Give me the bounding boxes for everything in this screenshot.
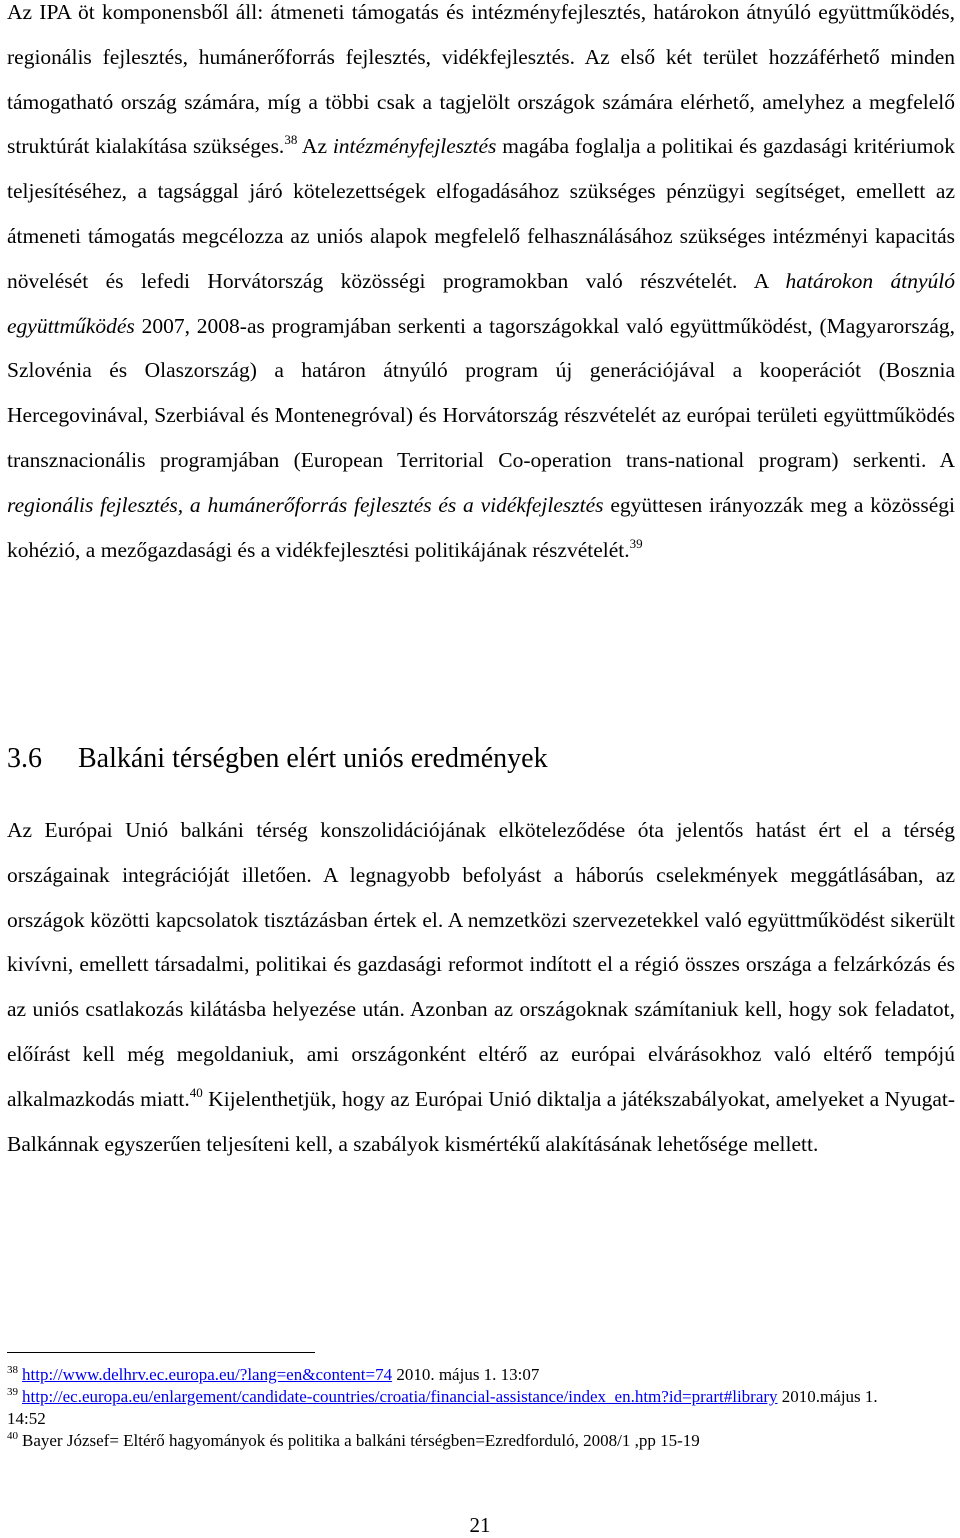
- body-paragraph-eu-results: [7, 808, 955, 1166]
- footnote-text: Bayer József= Eltérő hagyományok és politika a balkáni térségben=Ezredforduló, 2008/1 ,pp 15-19: [22, 1431, 700, 1450]
- footnote-reference-38[interactable]: 38: [284, 132, 298, 148]
- paragraph-text: Az: [297, 134, 333, 159]
- footnote-reference-39[interactable]: 39: [629, 535, 643, 551]
- footnotes: [7, 1364, 907, 1452]
- footnote-separator: [7, 1352, 315, 1353]
- footnote-number: 38: [7, 1364, 18, 1376]
- footnote-38: [7, 1364, 907, 1386]
- footnote-40: [7, 1430, 907, 1452]
- footnote-text: 2010. május 1. 13:07: [392, 1365, 540, 1384]
- paragraph-text: együttesen irányozzák meg a közösségi kohézió, a mezőgazdasági és a vidékfejlesztési politikájának részvételét.: [7, 492, 955, 562]
- paragraph-text: magába foglalja a politikai és gazdasági kritériumok teljesítéséhez, a tagsággal járó kötelezettségek elfogadásához szükséges pénzügyi segítséget, emellett az átmeneti támogatás megcélozza az uniós alapok megfelelő felhasználásához szükséges intézményi kapacitás növelését és lefedi Horvátország közösségi programokban való részvételét. A: [7, 134, 955, 293]
- page-number: 21: [469, 1513, 491, 1537]
- footnote-link[interactable]: http://ec.europa.eu/enlargement/candidate-countries/croatia/financial-assistance/index_en.htm?id=prart#library: [22, 1387, 778, 1406]
- paragraph-text: Az Európai Unió balkáni térség konszolidációjának elköteleződése óta jelentős hatást ért el a térség országainak integrációját illetően. A legnagyobb befolyást a háborús cselekmények meggátlásában, az országok közötti kapcsolatok tisztázásban értek el. A nemzetközi szervezetekkel való együttműködést sikerült kivívni, emellett társadalmi, politikai és gazdasági reformot indított el a régió összes országa a felzárkózás és az uniós csatlakozás kilátásba helyezése után. Azonban az országoknak számítaniuk kell, hogy sok feladatot, előírást kell még megoldaniuk, ami országonként eltérő az európai elvárásokhoz való eltérő tempójú alkalmazkodás miatt.: [7, 818, 955, 1111]
- footnote-number: 40: [7, 1430, 18, 1442]
- italic-term: regionális fejlesztés, a humánerőforrás fejlesztés és a vidékfejlesztés: [7, 492, 604, 517]
- footnote-39: [7, 1386, 907, 1430]
- italic-term: intézményfejlesztés: [332, 134, 497, 159]
- italic-term: határokon átnyúló együttműködés: [7, 268, 956, 338]
- footnote-number: 39: [7, 1386, 18, 1398]
- footnote-link[interactable]: http://www.delhrv.ec.europa.eu/?lang=en&content=74: [22, 1365, 393, 1384]
- section-heading: [7, 737, 548, 781]
- paragraph-text: Az IPA öt komponensből áll: átmeneti támogatás és intézményfejlesztés, határokon átnyúló együttműködés, regionális fejlesztés, humánerőforrás fejlesztés, vidékfejlesztés. Az első két terület hozzáférhető minden támogatható ország számára, míg a többi csak a tagjelölt országok számára elérhető, amelyhez a megfelelő struktúrát kialakítása szükséges.: [7, 0, 955, 159]
- section-number: 3.6: [7, 743, 42, 774]
- footnote-text: 2010.május 1. 14:52: [7, 1387, 878, 1428]
- section-title: Balkáni térségben elért uniós eredmények: [78, 743, 548, 774]
- footnote-reference-40[interactable]: 40: [189, 1084, 203, 1100]
- paragraph-text: 2007, 2008-as programjában serkenti a tagországokkal való együttműködést, (Magyarország, Szlovénia és Olaszország) a határon átnyúló program új generációjával a kooperációt (Bosznia Hercegovinával, Szerbiával és Montenegróval) és Horvátország részvételét az európai területi együttműködés transznacionális programjában (European Territorial Co-operation trans-national program) serkenti. A: [7, 313, 955, 472]
- body-paragraph-ipa-components: [7, 0, 955, 572]
- paragraph-text: Kijelenthetjük, hogy az Európai Unió diktalja a játékszabályokat, amelyeket a Nyugat-Balkánnak egyszerűen teljesíteni kell, a szabályok kismértékű alakításának lehetősége mellett.: [7, 1086, 956, 1156]
